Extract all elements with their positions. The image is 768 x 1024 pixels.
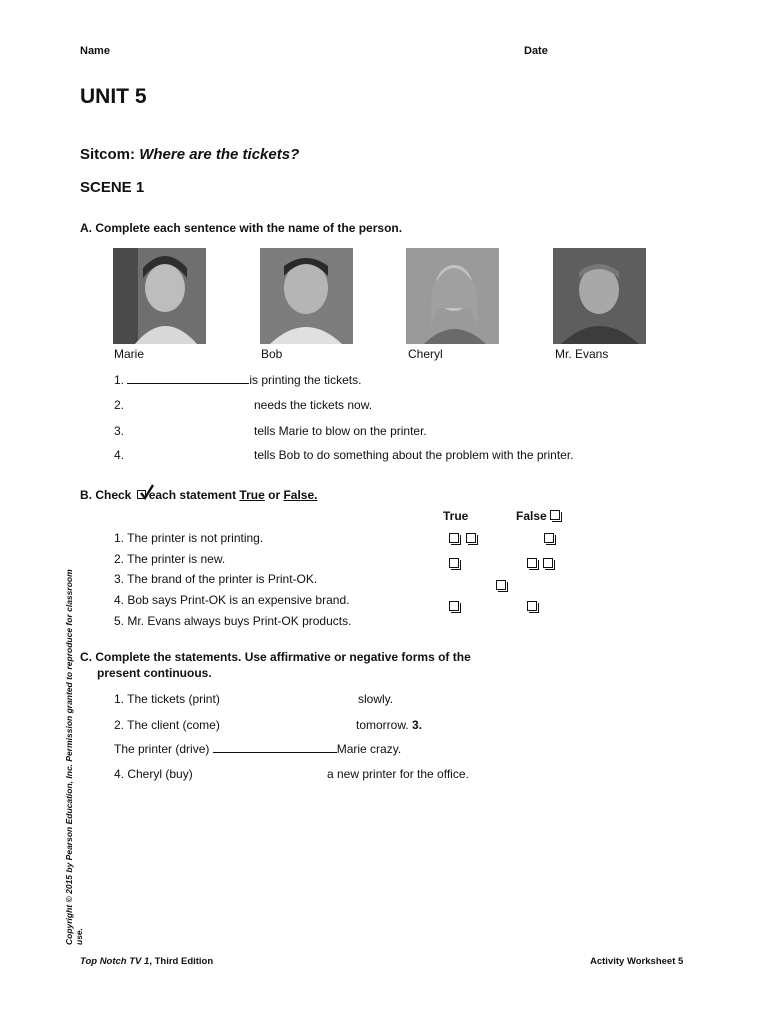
header-checkbox-icon	[550, 510, 560, 520]
photo-mr-evans	[553, 248, 646, 344]
checkbox-true-1a[interactable]	[449, 533, 459, 543]
person-name-marie: Marie	[114, 347, 145, 361]
col-false-header: False	[516, 509, 547, 523]
photo-bob	[260, 248, 353, 344]
section-b-instruction	[80, 488, 317, 502]
c-item-3	[114, 742, 401, 756]
photo-cheryl	[406, 248, 499, 344]
checkbox-3[interactable]	[496, 580, 506, 590]
photo-marie	[113, 248, 206, 344]
person-name-bob: Bob	[261, 347, 283, 361]
b-false-word: False.	[283, 488, 318, 502]
scene-heading: SCENE 1	[80, 179, 145, 196]
date-label: Date	[524, 45, 548, 57]
c-item-2-right	[356, 718, 422, 732]
c-item-3-left: The printer (drive)	[114, 742, 210, 756]
a-item-2-num: 2.	[114, 398, 125, 412]
sitcom-prefix: Sitcom:	[80, 146, 136, 163]
checkbox-false-2a[interactable]	[527, 558, 537, 568]
checkbox-true-4[interactable]	[449, 601, 459, 611]
footer-right: Activity Worksheet 5	[590, 956, 684, 967]
c-item-4-left: 4. Cheryl (buy)	[114, 767, 193, 781]
person-name-cheryl: Cheryl	[408, 347, 443, 361]
footer-edition: , Third Edition	[149, 956, 214, 967]
b-item-3: 3. The brand of the printer is Print-OK.	[114, 572, 318, 586]
c-item-3-num: 3.	[412, 718, 423, 732]
b-or-word: or	[268, 488, 281, 502]
checkbox-true-1b[interactable]	[466, 533, 476, 543]
checkbox-true-2[interactable]	[449, 558, 459, 568]
col-true-header: True	[443, 509, 469, 523]
copyright-line-2: use.	[74, 927, 84, 945]
c-item-3-right: Marie crazy.	[336, 742, 402, 756]
sitcom-title: Where are the tickets?	[139, 146, 300, 163]
checkbox-false-1[interactable]	[544, 533, 554, 543]
copyright-sidebar	[64, 569, 84, 945]
a-item-4-text: tells Bob to do something about the problem with the printer.	[254, 448, 574, 462]
checkbox-false-2b[interactable]	[543, 558, 553, 568]
b-item-5: 5. Mr. Evans always buys Print-OK products.	[114, 614, 352, 628]
b-item-2: 2. The printer is new.	[114, 552, 226, 566]
unit-title: UNIT 5	[80, 85, 147, 108]
b-instruction-prefix: B. Check	[80, 488, 132, 502]
a-item-2-text: needs the tickets now.	[254, 398, 373, 412]
b-instruction-mid: each statement	[148, 488, 237, 502]
a-item-1-text: is printing the tickets.	[249, 373, 362, 387]
name-label: Name	[80, 45, 110, 57]
checkbox-false-4[interactable]	[527, 601, 537, 611]
b-item-4: 4. Bob says Print-OK is an expensive brand.	[114, 593, 350, 607]
a-item-1	[114, 373, 361, 387]
footer-book-title: Top Notch TV 1	[80, 956, 150, 967]
checkmark-box-icon	[135, 490, 149, 500]
person-name-mr-evans: Mr. Evans	[555, 347, 609, 361]
sitcom-heading	[80, 146, 299, 163]
c-item-4-right: a new printer for the office.	[327, 767, 469, 781]
section-c-instruction-line1: C. Complete the statements. Use affirmative or negative forms of the	[80, 650, 471, 664]
section-a-instruction: A. Complete each sentence with the name of the person.	[80, 221, 403, 235]
b-true-word: True	[239, 488, 265, 502]
c-item-2-left: 2. The client (come)	[114, 718, 220, 732]
footer-left	[80, 956, 213, 967]
a-item-4-num: 4.	[114, 448, 125, 462]
c-item-1-right: slowly.	[358, 692, 394, 706]
b-item-1: 1. The printer is not printing.	[114, 531, 264, 545]
c-item-1-left: 1. The tickets (print)	[114, 692, 220, 706]
a-item-3-num: 3.	[114, 424, 125, 438]
c-item-2-right-text: tomorrow.	[356, 718, 409, 732]
section-c-instruction-line2: present continuous.	[97, 666, 212, 680]
a-item-1-blank[interactable]	[127, 373, 249, 384]
copyright-line-1: Copyright © 2015 by Pearson Education, Inc. Permission granted to reproduce for classroom	[64, 569, 74, 945]
c-item-3-blank[interactable]	[213, 742, 337, 753]
a-item-1-num: 1.	[114, 373, 125, 387]
a-item-3-text: tells Marie to blow on the printer.	[254, 424, 427, 438]
